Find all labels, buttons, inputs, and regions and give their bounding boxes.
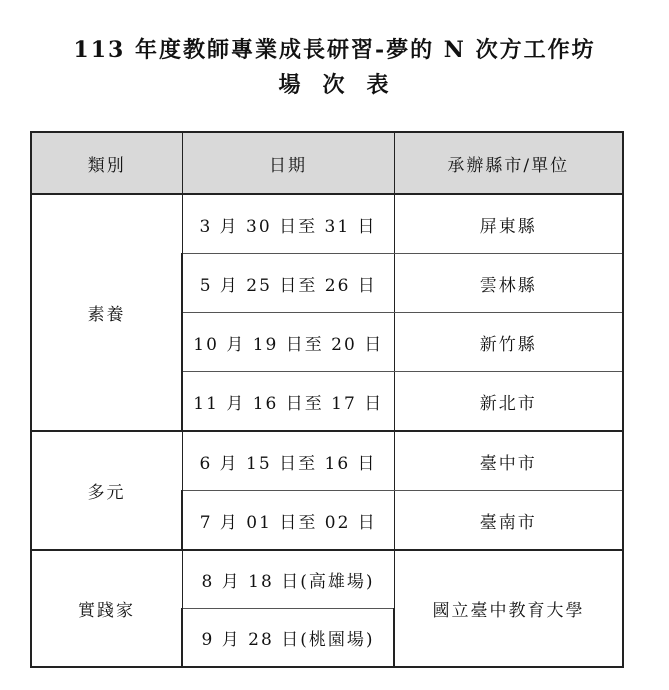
table-header-row (31, 132, 623, 194)
date-cell: 3 月 30 日至 31 日 (182, 194, 394, 254)
date-cell: 11 月 16 日至 17 日 (182, 372, 394, 432)
header-host: 承辦縣市/單位 (394, 132, 623, 194)
host-cell: 臺南市 (394, 491, 623, 551)
document-subtitle: 場次表 (278, 72, 411, 98)
host-cell: 國立臺中教育大學 (394, 550, 623, 667)
host-cell: 臺中市 (394, 431, 623, 491)
date-cell: 7 月 01 日至 02 日 (182, 491, 394, 551)
table-row (31, 431, 623, 491)
schedule-table (30, 131, 624, 668)
date-cell: 6 月 15 日至 16 日 (182, 431, 394, 491)
host-cell: 新竹縣 (394, 313, 623, 372)
host-cell: 雲林縣 (394, 254, 623, 313)
category-cell: 多元 (31, 431, 182, 550)
date-cell: 5 月 25 日至 26 日 (182, 254, 394, 313)
date-cell: 8 月 18 日(高雄場) (182, 550, 394, 609)
category-cell: 實踐家 (31, 550, 182, 667)
date-cell: 10 月 19 日至 20 日 (182, 313, 394, 372)
table-row (31, 550, 623, 609)
header-date: 日期 (182, 132, 394, 194)
date-cell: 9 月 28 日(桃園場) (182, 609, 394, 668)
document-title: 113 年度教師專業成長研習-夢的 N 次方工作坊 (73, 37, 596, 63)
header-category: 類別 (31, 132, 182, 194)
category-cell: 素養 (31, 194, 182, 431)
table-row (31, 194, 623, 254)
host-cell: 新北市 (394, 372, 623, 432)
host-cell: 屏東縣 (394, 194, 623, 254)
